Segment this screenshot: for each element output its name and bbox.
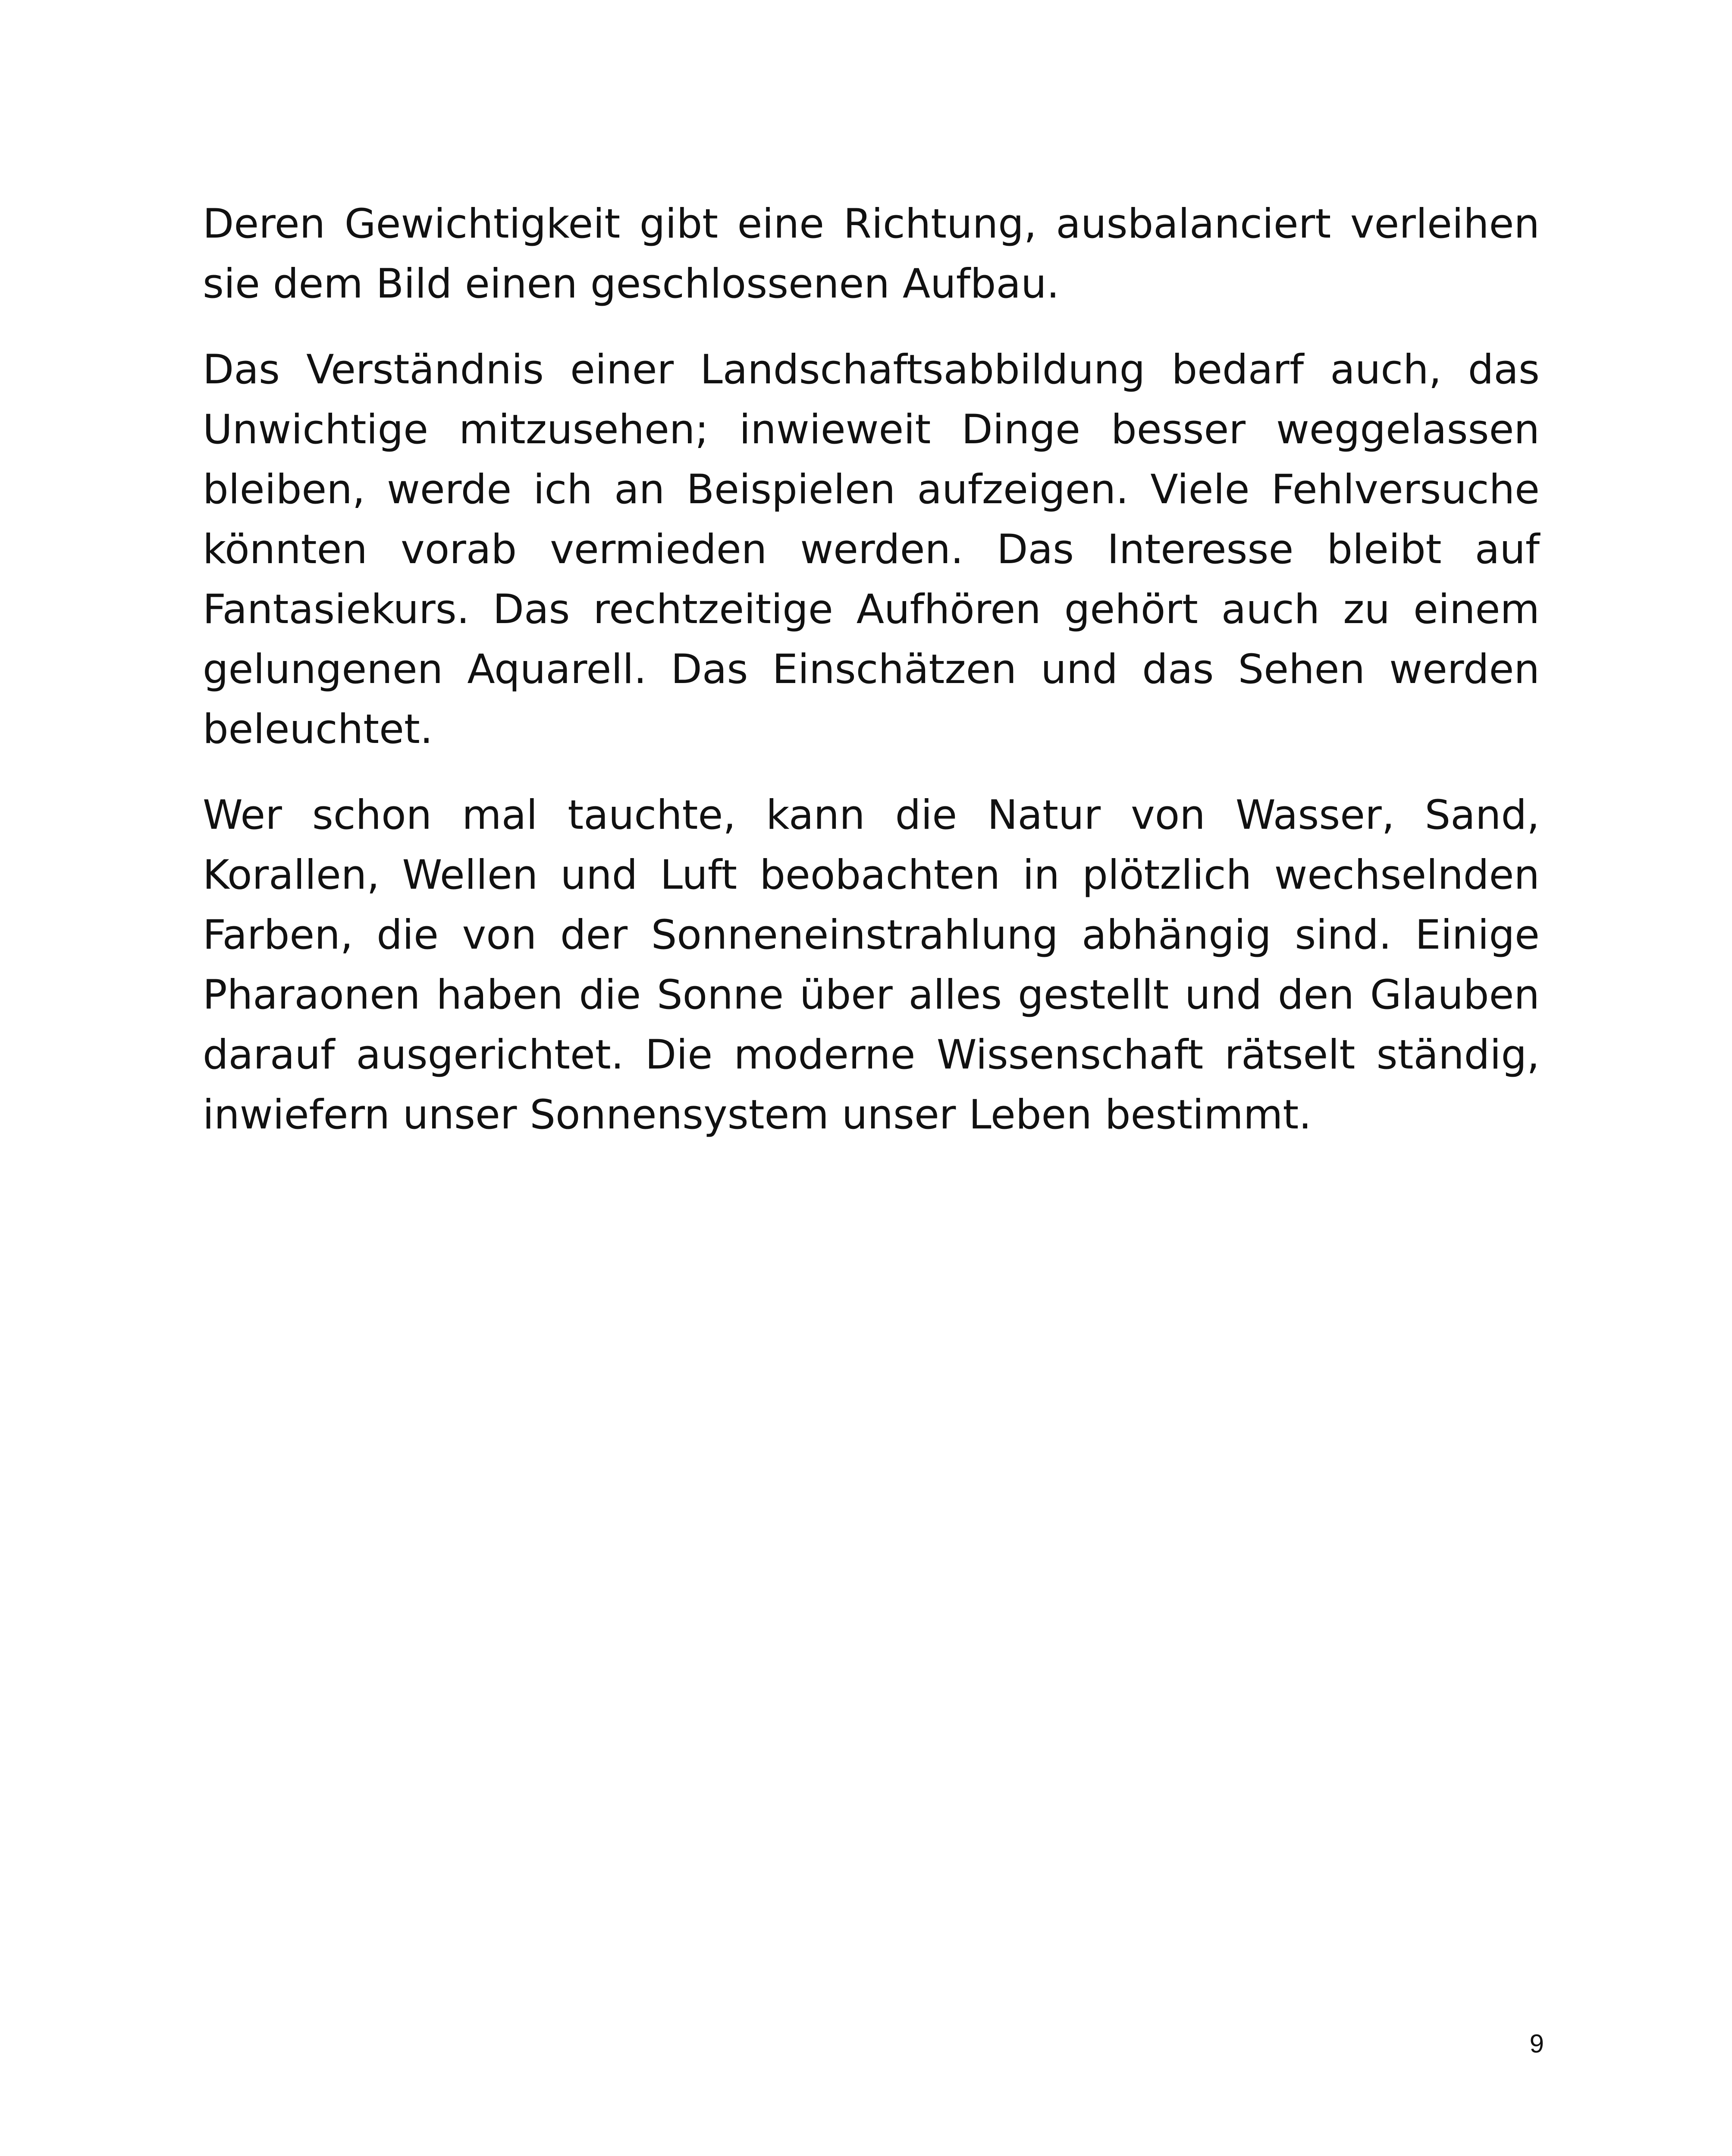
- page-number: 9: [1529, 2029, 1544, 2058]
- body-text: [203, 194, 1540, 1171]
- paragraph-1: Deren Gewichtigkeit gibt eine Richtung, ausbalanciert verleihen sie dem Bild einen geschlossenen Aufbau.: [203, 201, 1540, 307]
- paragraph-3: Wer schon mal tauchte, kann die Natur von Wasser, Sand, Korallen, Wellen und Luft beobachten in plötzlich wechselnden Farben, die von der Sonneneinstrahlung abhängig sind. Einige Pharaonen haben die Sonne über alles gestellt und den Glauben darauf ausgerichtet. Die moderne Wissenschaft rätselt ständig, inwiefern unser Sonnensystem unser Leben bestimmt.: [203, 792, 1540, 1138]
- paragraph-2: Das Verständnis einer Landschaftsabbildung bedarf auch, das Unwichtige mitzusehen; inwieweit Dinge besser weggelassen bleiben, werde ich an Beispielen aufzeigen. Viele Fehlversuche könnten vorab vermieden werden. Das Interesse bleibt auf Fantasiekurs. Das rechtzeitige Aufhören gehört auch zu einem gelungenen Aquarell. Das Einschätzen und das Sehen werden beleuchtet.: [203, 346, 1540, 753]
